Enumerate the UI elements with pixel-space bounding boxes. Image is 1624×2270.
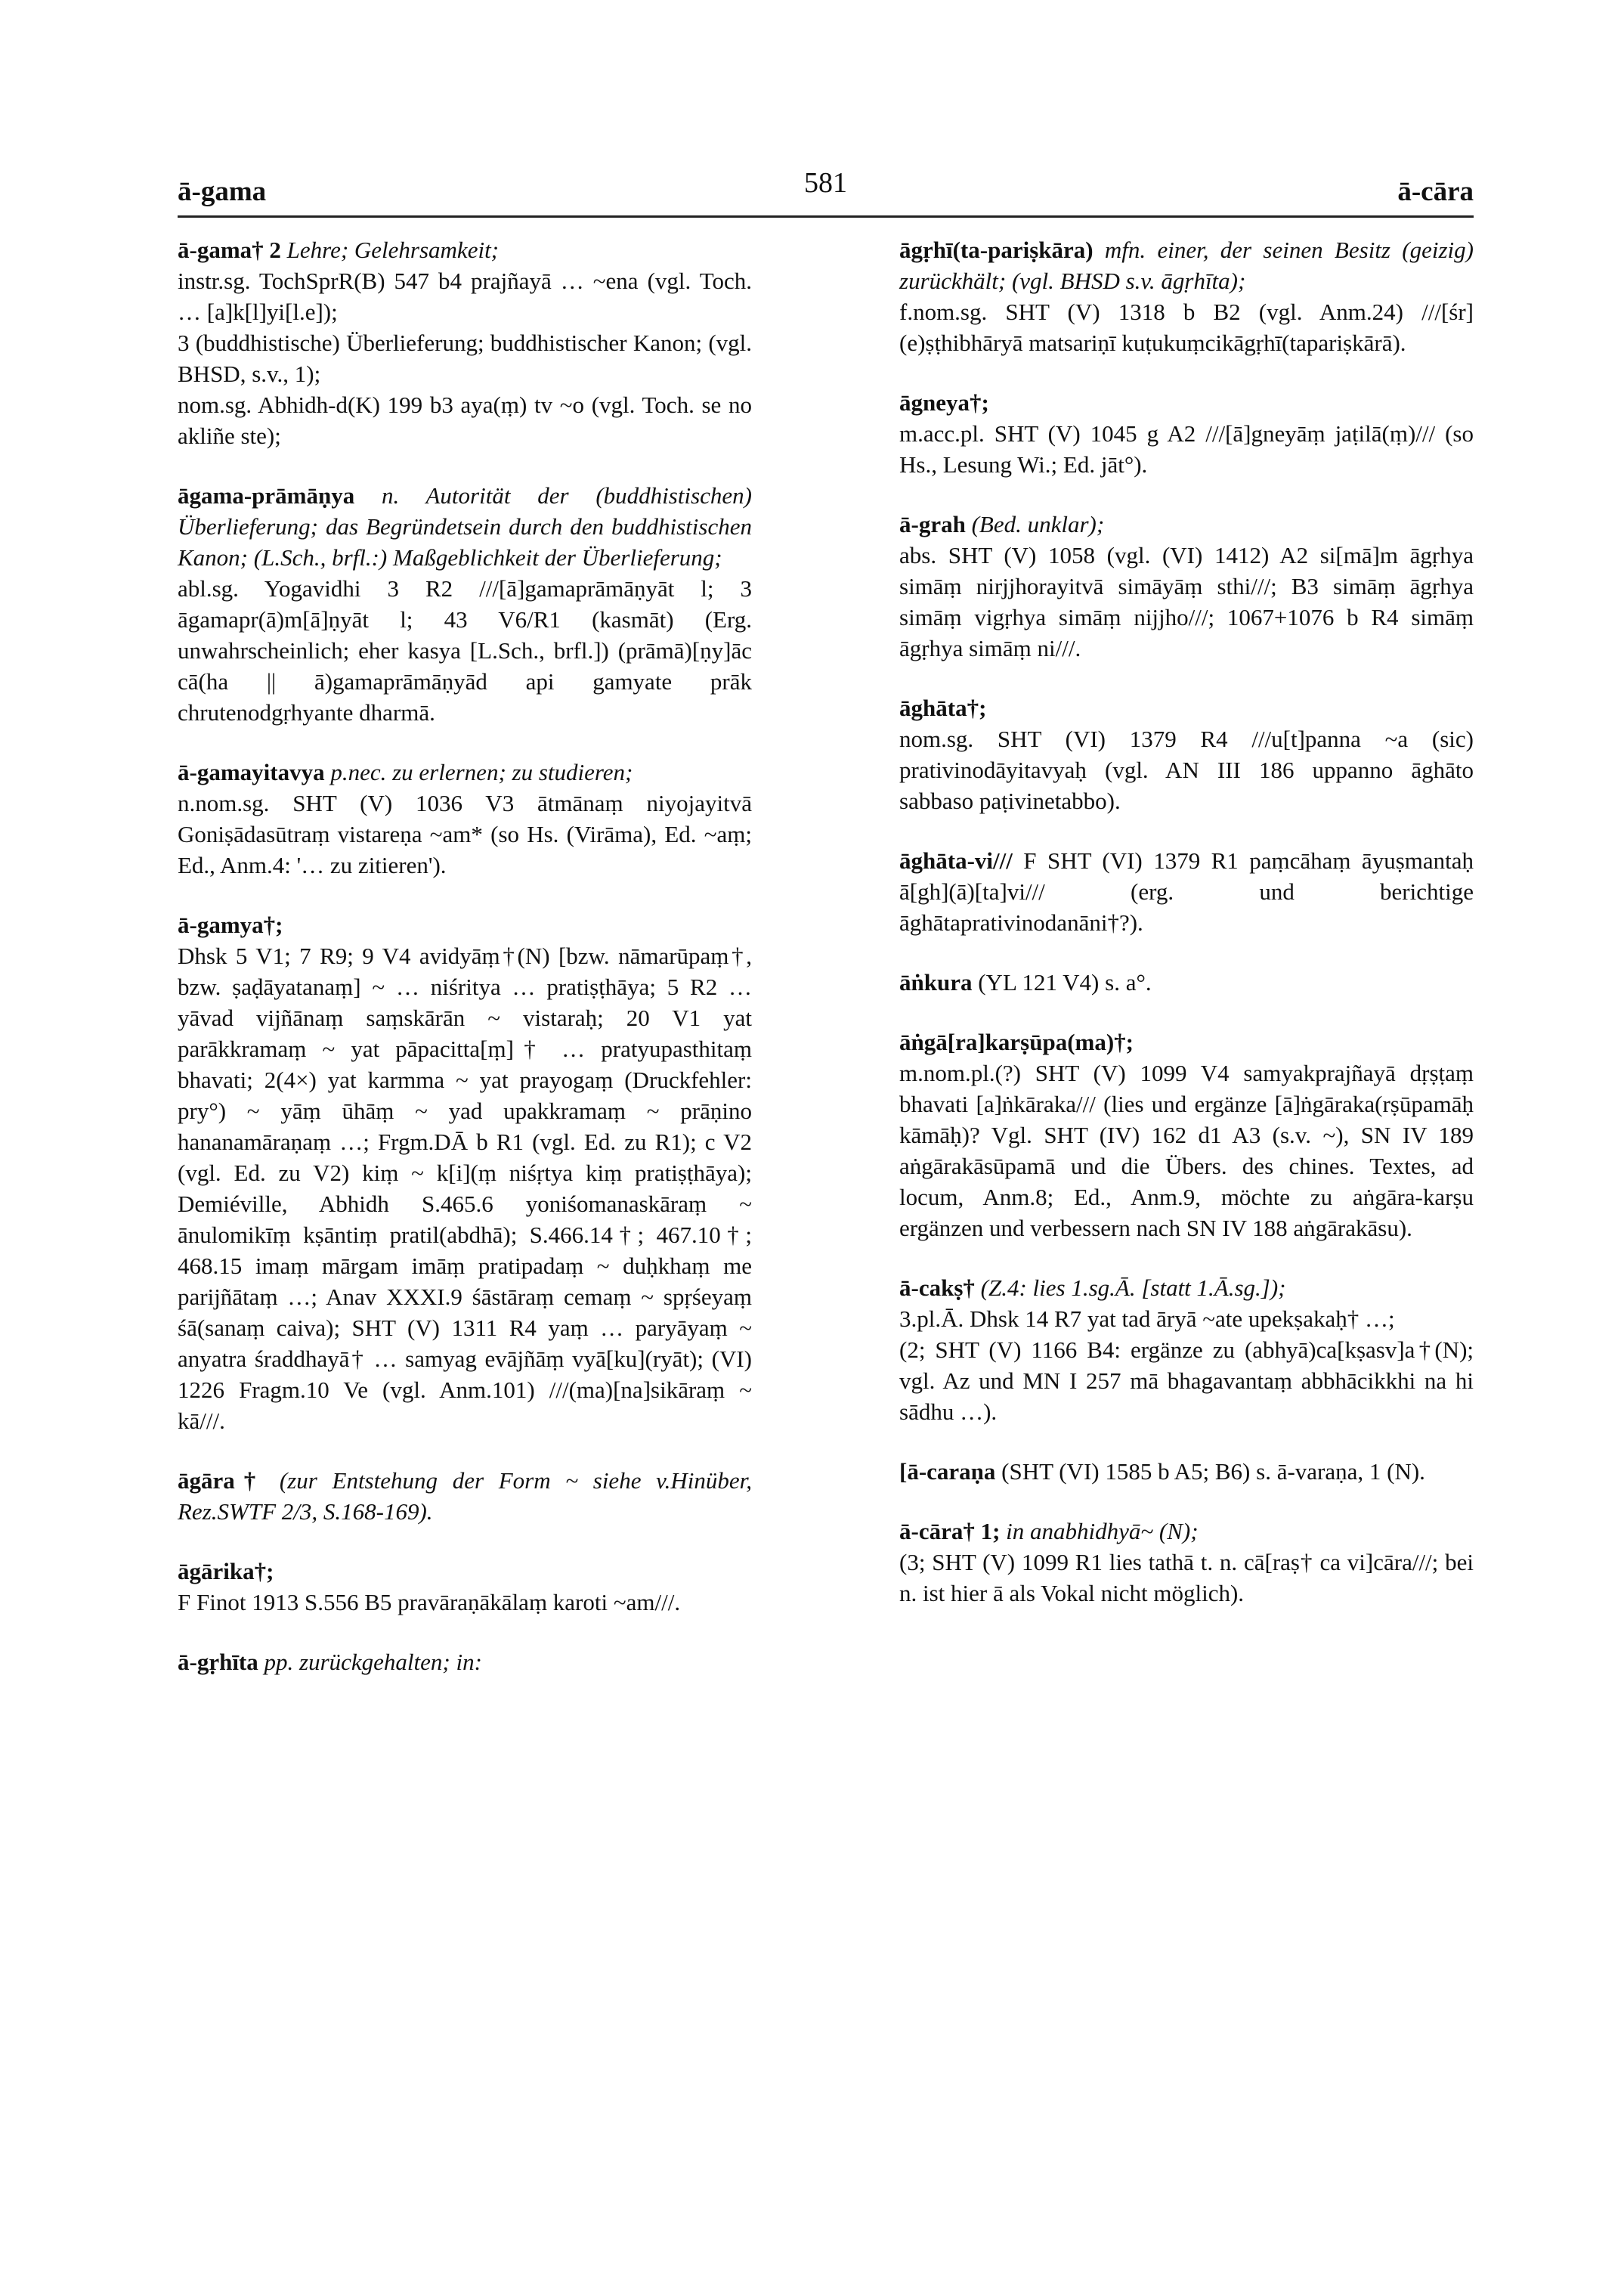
gloss: n. Autorität der (buddhistischen) Überlieferung; das Begründetsein durch den buddhistischen Kanon; (L.Sch., brfl.:) Maßgeblichkeit der Überlieferung; [178,482,752,571]
right-column [899,234,1474,1637]
gloss: pp. zurückgehalten; in: [264,1649,482,1675]
entry [899,845,1474,938]
entry [178,1465,752,1527]
headword: āgneya†; [899,389,989,416]
entry [178,480,752,728]
gloss: (Bed. unklar); [971,511,1105,537]
entry [899,1456,1474,1487]
headword: ā-gamayitavya [178,759,325,785]
entry [899,509,1474,664]
entry [899,1272,1474,1427]
entry [899,1516,1474,1609]
headword: ā-grah [899,511,966,537]
headword: ā-cakṣ† [899,1274,975,1301]
header-rule [178,215,1474,218]
headword: ā-gṛhīta [178,1649,258,1675]
entry-body: F Finot 1913 S.556 B5 pravāraṇākālaṃ karoti ~am///. [178,1589,681,1615]
entry [899,967,1474,998]
entry-body: 3.pl.Ā. Dhsk 14 R7 yat tad āryā ~ate upekṣakaḥ† …; [899,1305,1395,1332]
running-header [178,160,1474,206]
page-number: 581 [804,167,847,199]
headword: ā-gamya†; [178,912,283,938]
left-catchword: ā-gama [178,176,267,207]
entry-body: abl.sg. Yogavidhi 3 R2 ///[ā]gamaprāmāṇyāt l; 3 āgamapr(ā)m[ā]ṇyāt l; 43 V6/R1 (kasmāt) (Erg. unwahrscheinlich; eher kasya [L.Sch., brfl.]) (prāmā)[ṇy]āc cā(ha || ā)gamaprāmāṇyād api gamyate prāk chrutenodgṛhyante dharmā. [178,575,752,726]
headword: āṅgā[ra]karṣūpa(ma)†; [899,1029,1134,1055]
entry [899,1027,1474,1243]
entry-body: nom.sg. SHT (VI) 1379 R4 ///u[t]panna ~a (sic) prativinodāyitavyaḥ (vgl. AN III 186 uppanno āghāto sabbaso paṭivinetabbo). [899,726,1474,814]
entry-body: f.nom.sg. SHT (V) 1318 b B2 (vgl. Anm.24) ///[śr](e)ṣṭhibhāryā matsariṇī kuṭukuṃcikāgṛhī(tapariṣkārā). [899,299,1474,356]
headword: ā-cāra† 1; [899,1518,1001,1544]
gloss: mfn. einer, der seinen Besitz (geizig) zurückhält; (vgl. BHSD s.v. āgṛhīta); [899,237,1474,294]
right-catchword: ā-cāra [1397,176,1474,207]
entry-body: n.nom.sg. SHT (V) 1036 V3 ātmānaṃ niyojayitvā Goniṣādasūtraṃ vistareṇa ~am* (so Hs. (Virāma), Ed. ~aṃ; Ed., Anm.4: '… zu zitieren'). [178,790,752,878]
left-column [178,234,752,1706]
gloss: (zur Entstehung der Form ~ siehe v.Hinüber, Rez.SWTF 2/3, S.168-169). [178,1467,752,1525]
gloss: (Z.4: lies 1.sg.Ā. [statt 1.Ā.sg.]); [980,1274,1286,1301]
gloss: (SHT (VI) 1585 b A5; B6) s. ā-varaṇa, 1 (N). [1001,1458,1425,1485]
entry-body: abs. SHT (V) 1058 (vgl. (VI) 1412) A2 si[mā]m āgṛhya simāṃ nirjjhorayitvā simāyāṃ sthi///; B3 simāṃ āgṛhya simāṃ vigṛhya simāṃ nijjho///; 1067+1076 b R4 simāṃ āgṛhya simāṃ ni///. [899,542,1474,661]
entry [899,387,1474,480]
headword: āghāta†; [899,695,987,721]
entry [178,909,752,1436]
entry-body: Dhsk 5 V1; 7 R9; 9 V4 avidyāṃ†(N) [bzw. nāmarūpaṃ†, bzw. ṣaḍāyatanaṃ] ~ … niśritya … pratiṣṭhāya; 5 R2 … yāvad vijñānaṃ saṃskārān ~ vistaraḥ; 20 V1 yat parākkramaṃ ~ yat pāpacitta[ṃ]† … pratyupasthitaṃ bhavati; 2(4×) yat karmma ~ yat prayogaṃ (Druckfehler: pry°) ~ yāṃ ūhāṃ ~ yad upakkramaṃ ~ prāṇino hananamāraṇaṃ …; Frgm.DĀ b R1 (vgl. Ed. zu R1); c V2 (vgl. Ed. zu V2) kiṃ ~ k[i](ṃ niśṛtya kiṃ pratiṣṭhāya); Demiéville, Abhidh S.465.6 yoniśomanaskāraṃ ~ ānulomikīṃ kṣāntiṃ pratil(abdhā); S.466.14†; 467.10†; 468.15 imaṃ mārgam imāṃ pratipadaṃ ~ duḥkhaṃ me parijñātaṃ …; Anav XXXI.9 śāstāraṃ cemaṃ ~ spṛśeyaṃ śā(sanaṃ caiva); SHT (V) 1311 R4 yaṃ … paryāyaṃ ~ anyatra śraddhayā† … samyag evājñāṃ vyā[ku](ryāt); (VI) 1226 Fragm.10 Ve (vgl. Anm.101) ///(ma)[na]sikāraṃ ~ kā///. [178,943,752,1434]
entry [899,692,1474,816]
headword: āghāta-vi/// [899,847,1013,874]
headword: [ā-caraṇa [899,1458,996,1485]
entry-body: m.nom.pl.(?) SHT (V) 1099 V4 samyakprajñayā dṛṣṭaṃ bhavati [a]ṅkāraka/// (lies und ergänze [ā]ṅgāraka(rṣūpamāḥ kāmāḥ)? Vgl. SHT (IV) 162 d1 A3 (s.v. ~), SN IV 189 aṅgārakāsūpamā und die Übers. des chines. Textes, ad locum, Anm.8; Ed., Anm.9, möchte zu aṅgāra-karṣu ergänzen und verbessern nach SN IV 188 aṅgārakāsu). [899,1060,1474,1241]
gloss: p.nec. zu erlernen; zu studieren; [330,759,633,785]
entry-body: m.acc.pl. SHT (V) 1045 g A2 ///[ā]gneyāṃ jaṭilā(ṃ)/// (so Hs., Lesung Wi.; Ed. jāt°). [899,420,1474,478]
entry [899,234,1474,358]
gloss: F SHT (VI) 1379 R1 paṃcāhaṃ āyuṣmantaḥ ā[gh](ā)[ta]vi/// (erg. und berichtige āghātaprativinodanāni†?). [899,847,1474,936]
entry [178,757,752,881]
headword: āgṛhī(ta-pariṣkāra) [899,237,1093,263]
entry-body: (2; SHT (V) 1166 B4: ergänze zu (abhyā)ca[kṣasv]a†(N); vgl. Az und MN I 257 mā bhagavantaṃ abbhācikkhi na hi sādhu …). [899,1336,1474,1425]
entry [178,1556,752,1618]
gloss: Lehre; Gelehrsamkeit; [286,237,500,263]
entry-body: instr.sg. TochSprR(B) 547 b4 prajñayā … ~ena (vgl. Toch. … [a]k[l]yi[l.e]); [178,268,752,325]
gloss: (YL 121 V4) s. a°. [978,969,1152,996]
headword: āgāra† [178,1467,265,1494]
headword: ā-gama† 2 [178,237,281,263]
entry [178,1646,752,1677]
entry-body: (3; SHT (V) 1099 R1 lies tathā t. n. cā[raṣ† ca vi]cāra///; bei n. ist hier ā als Vokal nicht möglich). [899,1549,1474,1606]
headword: āṅkura [899,969,973,996]
headword: āgama-prāmāṇya [178,482,355,509]
entry [178,234,752,451]
gloss: in anabhidhyā~ (N); [1006,1518,1199,1544]
entry-body: 3 (buddhistische) Überlieferung; buddhistischer Kanon; (vgl. BHSD, s.v., 1); [178,330,752,387]
entry-body: nom.sg. Abhidh-d(K) 199 b3 aya(ṃ) tv ~o (vgl. Toch. se no akliñe ste); [178,392,752,449]
headword: āgārika†; [178,1558,274,1584]
